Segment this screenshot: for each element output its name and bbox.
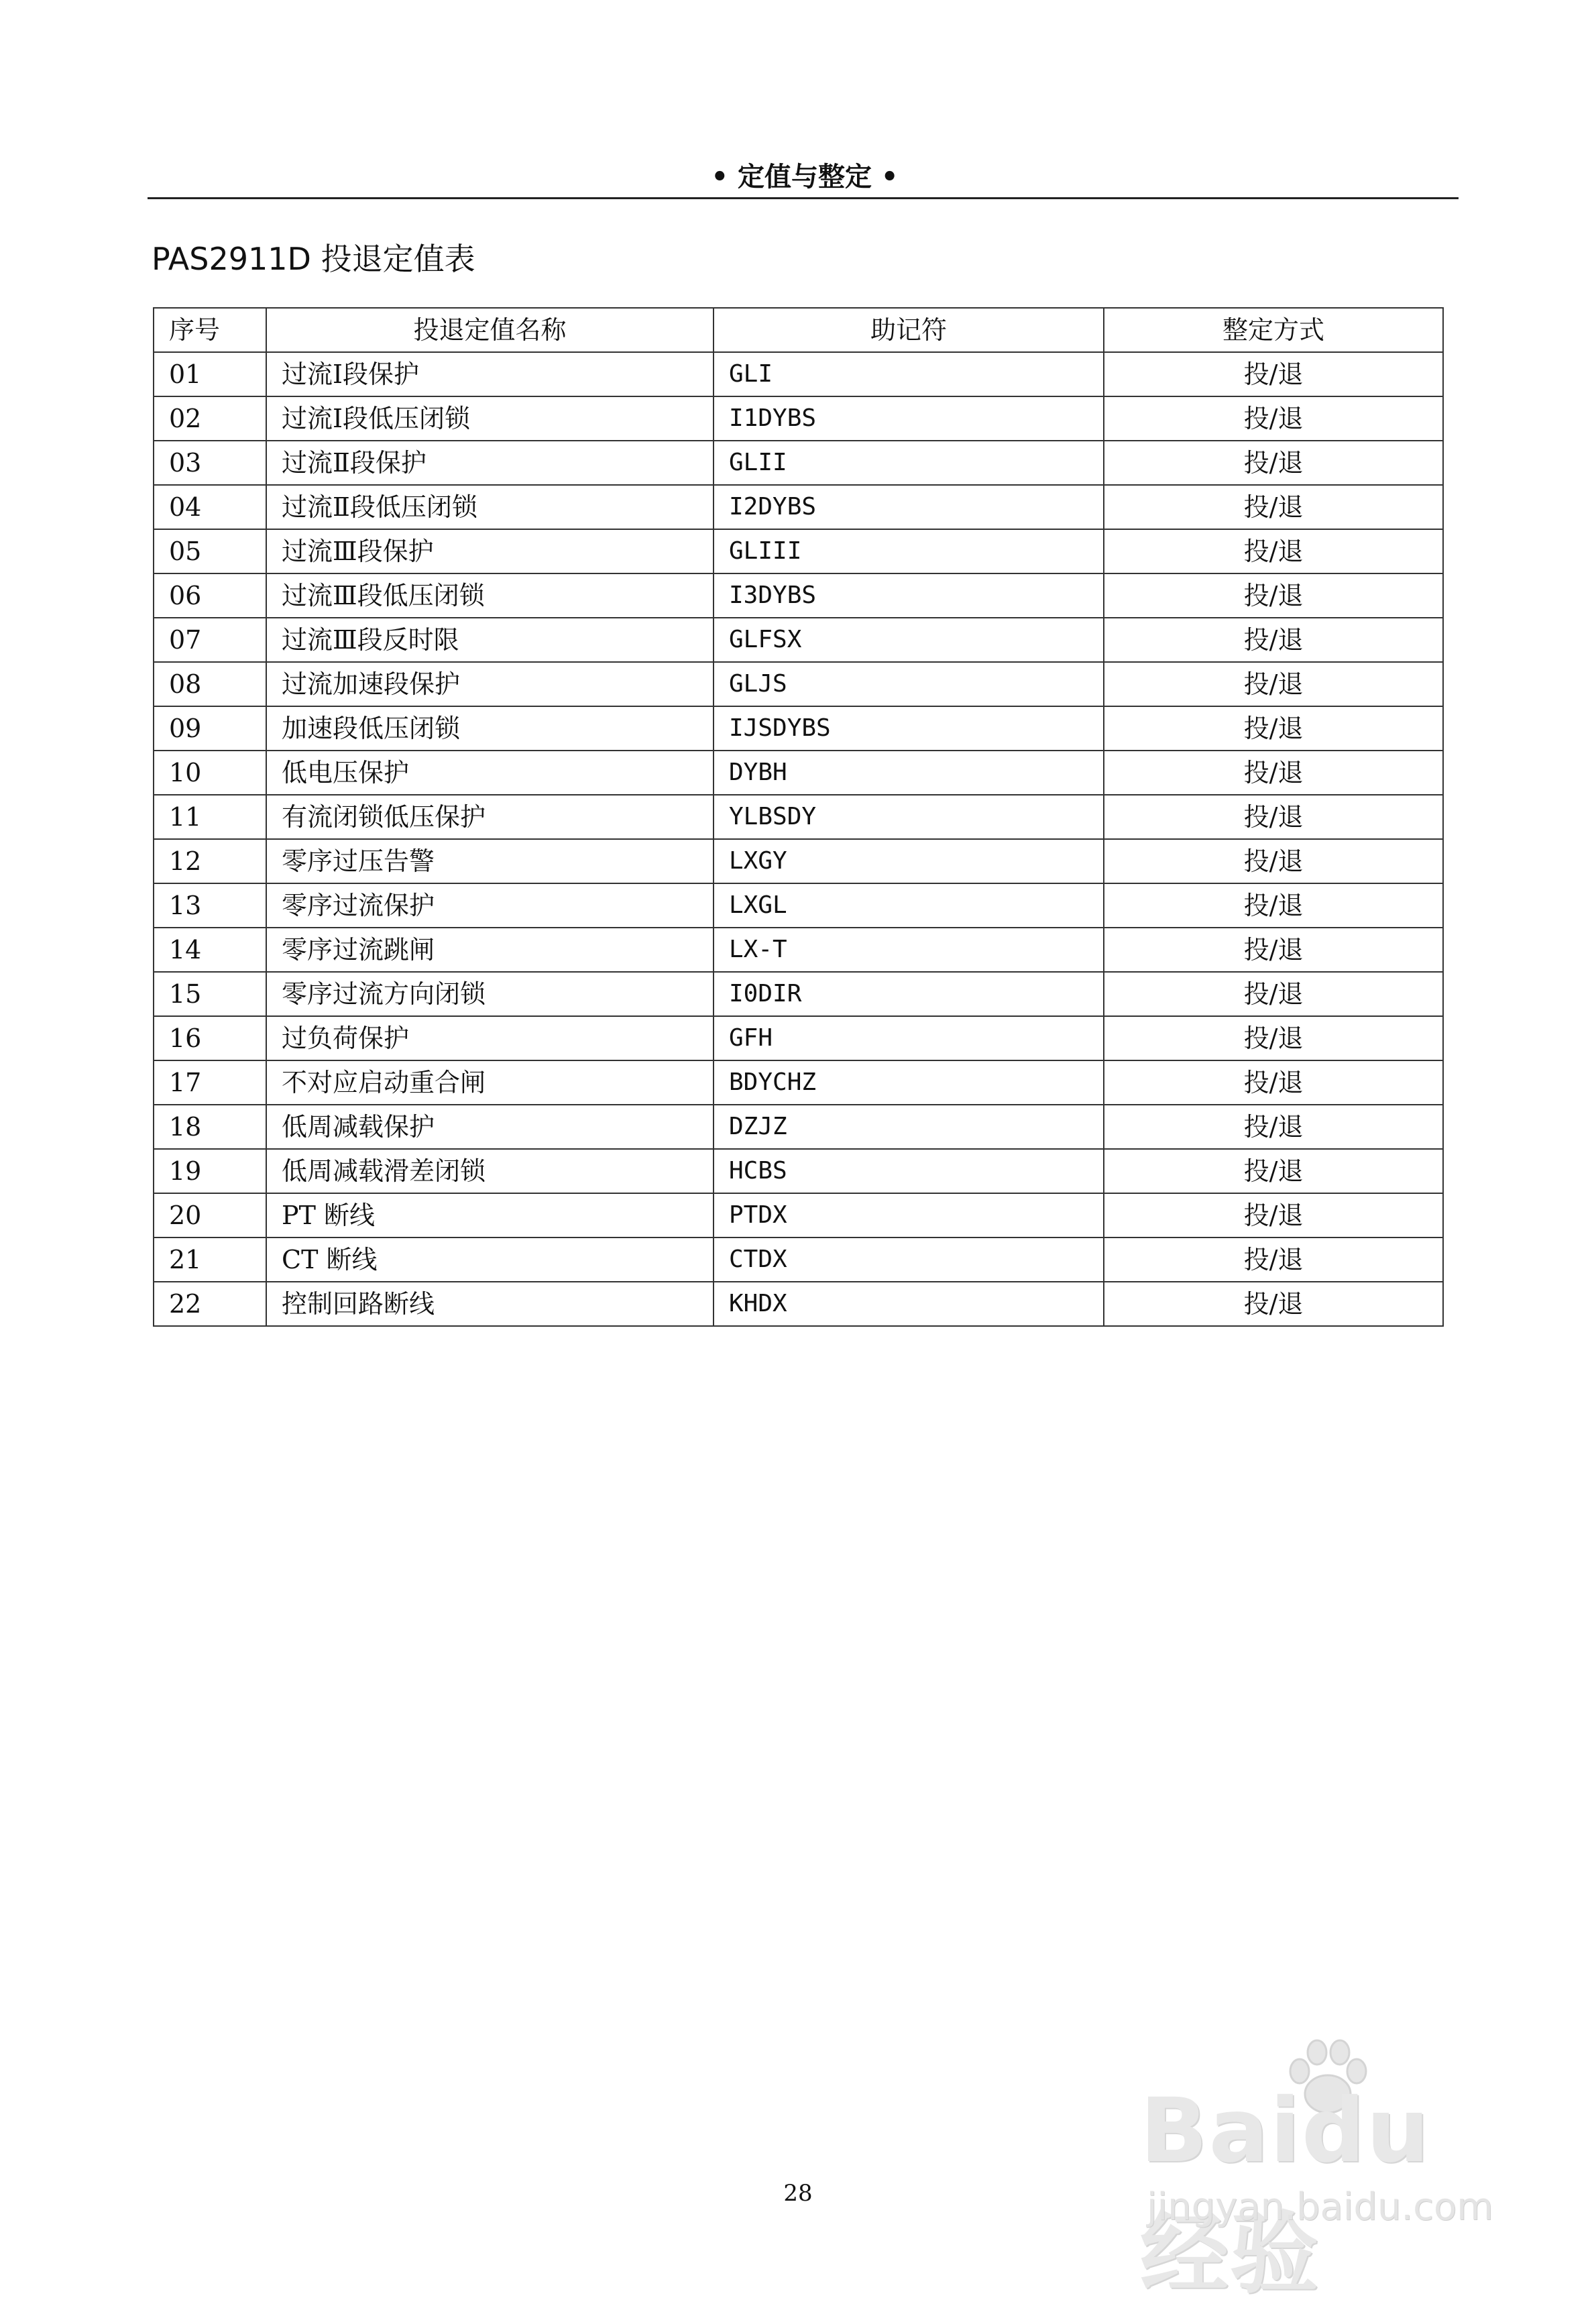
page-number: 28 [783,2180,813,2207]
table-row [154,529,1443,573]
table-row [154,618,1443,662]
cell-index: 19 [154,1149,266,1193]
cell-name: 过流Ⅲ段低压闭锁 [266,573,714,618]
cell-mode: 投/退 [1104,1016,1443,1060]
cell-mnemonic: I1DYBS [714,396,1104,441]
column-header-mnemonic: 助记符 [714,308,1104,352]
cell-index: 01 [154,352,266,396]
cell-index: 03 [154,441,266,485]
cell-mnemonic: I3DYBS [714,573,1104,618]
cell-mnemonic: CTDX [714,1238,1104,1282]
cell-mode: 投/退 [1104,1193,1443,1238]
running-header: • 定值与整定 • [711,162,899,192]
table-row [154,396,1443,441]
table-header-row [154,308,1443,352]
cell-name: 过流Ⅱ段保护 [266,441,714,485]
cell-index: 09 [154,706,266,751]
cell-mnemonic: GLFSX [714,618,1104,662]
cell-index: 13 [154,883,266,928]
cell-index: 04 [154,485,266,529]
table-row [154,706,1443,751]
settings-table [153,307,1444,1327]
cell-index: 20 [154,1193,266,1238]
table-row [154,662,1443,706]
cell-mode: 投/退 [1104,706,1443,751]
table-row [154,1282,1443,1326]
watermark-url: jingyan.baidu.com [1147,2185,1493,2229]
cell-mode: 投/退 [1104,1149,1443,1193]
cell-name: 过负荷保护 [266,1016,714,1060]
cell-mode: 投/退 [1104,928,1443,972]
cell-mode: 投/退 [1104,573,1443,618]
cell-mnemonic: GFH [714,1016,1104,1060]
cell-index: 07 [154,618,266,662]
cell-index: 21 [154,1238,266,1282]
cell-mode: 投/退 [1104,751,1443,795]
cell-mnemonic: LX-T [714,928,1104,972]
cell-index: 14 [154,928,266,972]
cell-mnemonic: LXGY [714,839,1104,883]
cell-mnemonic: GLII [714,441,1104,485]
cell-name: 零序过压告警 [266,839,714,883]
cell-name: 有流闭锁低压保护 [266,795,714,839]
cell-name: 加速段低压闭锁 [266,706,714,751]
cell-mnemonic: DYBH [714,751,1104,795]
cell-mode: 投/退 [1104,1238,1443,1282]
table-row [154,485,1443,529]
table-row [154,839,1443,883]
cell-index: 17 [154,1060,266,1105]
cell-index: 06 [154,573,266,618]
table-row [154,573,1443,618]
cell-mode: 投/退 [1104,485,1443,529]
cell-mnemonic: I0DIR [714,972,1104,1016]
cell-index: 05 [154,529,266,573]
cell-mnemonic: GLIII [714,529,1104,573]
cell-mode: 投/退 [1104,662,1443,706]
cell-mode: 投/退 [1104,618,1443,662]
cell-mode: 投/退 [1104,1105,1443,1149]
cell-mode: 投/退 [1104,441,1443,485]
cell-mnemonic: KHDX [714,1282,1104,1326]
cell-index: 02 [154,396,266,441]
cell-name: 过流Ⅲ段反时限 [266,618,714,662]
table-row [154,1193,1443,1238]
cell-name: 低周减载滑差闭锁 [266,1149,714,1193]
table-row [154,795,1443,839]
cell-name: 过流Ⅰ段低压闭锁 [266,396,714,441]
cell-index: 22 [154,1282,266,1326]
cell-index: 18 [154,1105,266,1149]
cell-name: 控制回路断线 [266,1282,714,1326]
cell-mode: 投/退 [1104,972,1443,1016]
table-row [154,883,1443,928]
cell-name: 过流Ⅱ段低压闭锁 [266,485,714,529]
cell-mode: 投/退 [1104,1282,1443,1326]
column-header-index: 序号 [154,308,266,352]
cell-index: 08 [154,662,266,706]
cell-index: 16 [154,1016,266,1060]
cell-name: 零序过流跳闸 [266,928,714,972]
cell-name: 低周减载保护 [266,1105,714,1149]
cell-index: 12 [154,839,266,883]
column-header-name: 投退定值名称 [266,308,714,352]
cell-index: 15 [154,972,266,1016]
table-row [154,1238,1443,1282]
cell-index: 11 [154,795,266,839]
watermark [1140,2032,1516,2306]
cell-name: 过流Ⅲ段保护 [266,529,714,573]
cell-mnemonic: BDYCHZ [714,1060,1104,1105]
table-row [154,1060,1443,1105]
cell-mode: 投/退 [1104,1060,1443,1105]
cell-mode: 投/退 [1104,883,1443,928]
cell-mode: 投/退 [1104,795,1443,839]
cell-mnemonic: LXGL [714,883,1104,928]
header-divider [148,197,1459,199]
cell-name: 过流Ⅰ段保护 [266,352,714,396]
cell-name: 零序过流方向闭锁 [266,972,714,1016]
cell-mnemonic: DZJZ [714,1105,1104,1149]
cell-name: PT 断线 [266,1193,714,1238]
table-row [154,751,1443,795]
cell-mnemonic: HCBS [714,1149,1104,1193]
cell-mnemonic: GLI [714,352,1104,396]
cell-mode: 投/退 [1104,839,1443,883]
cell-mnemonic: PTDX [714,1193,1104,1238]
cell-mnemonic: IJSDYBS [714,706,1104,751]
table-row [154,441,1443,485]
table-row [154,1149,1443,1193]
cell-mode: 投/退 [1104,352,1443,396]
table-row [154,1105,1443,1149]
cell-mnemonic: GLJS [714,662,1104,706]
table-title: PAS2911D 投退定值表 [152,241,475,277]
table-row [154,352,1443,396]
cell-name: 不对应启动重合闸 [266,1060,714,1105]
watermark-brand: Baidu经验 [1140,2079,1431,2306]
table-row [154,972,1443,1016]
table-row [154,1016,1443,1060]
column-header-mode: 整定方式 [1104,308,1443,352]
table-body [154,352,1443,1326]
cell-name: CT 断线 [266,1238,714,1282]
cell-mnemonic: I2DYBS [714,485,1104,529]
cell-name: 过流加速段保护 [266,662,714,706]
table-row [154,928,1443,972]
cell-mnemonic: YLBSDY [714,795,1104,839]
cell-mode: 投/退 [1104,529,1443,573]
cell-name: 低电压保护 [266,751,714,795]
cell-name: 零序过流保护 [266,883,714,928]
cell-index: 10 [154,751,266,795]
cell-mode: 投/退 [1104,396,1443,441]
